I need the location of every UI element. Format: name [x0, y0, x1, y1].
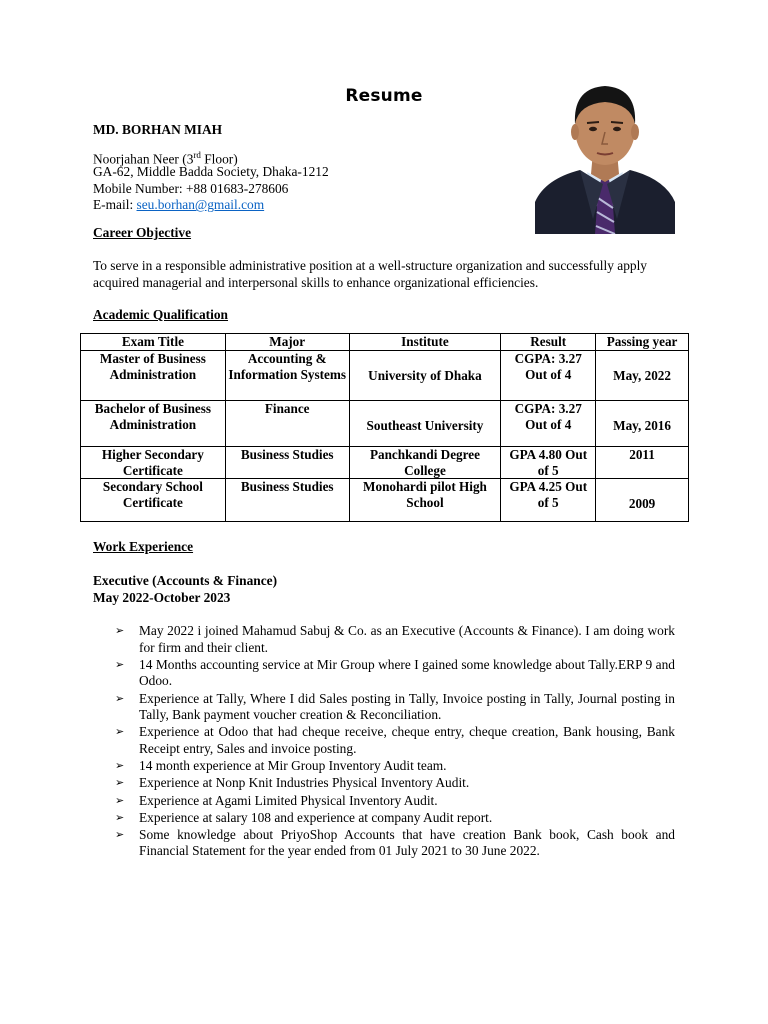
list-item: ➢ Some knowledge about PriyoShop Accounts that have creation Bank book, Cash book and Financial Statement for the year ended from 01 July 2021 to 30 June 2022.: [115, 826, 675, 859]
work-experience-heading: Work Experience: [93, 539, 194, 554]
career-objective-text: To serve in a responsible administrative position at a well-structure organization and successfully apply acquired managerial and interpersonal skills to enhance organizational efficiencies.: [93, 258, 648, 290]
column-header: Passing year: [596, 334, 689, 351]
table-cell: May, 2016: [596, 401, 689, 447]
academic-table: [80, 333, 689, 522]
table-header-row: [81, 334, 689, 351]
arrow-bullet-icon: ➢: [115, 657, 125, 671]
email-line: E-mail: seu.borhan@gmail.com: [93, 197, 265, 213]
table-cell: Finance: [225, 401, 349, 447]
table-cell: CGPA: 3.27 Out of 4: [501, 351, 596, 401]
table-cell: Secondary School Certificate: [81, 479, 226, 522]
table-cell: CGPA: 3.27 Out of 4: [501, 401, 596, 447]
profile-photo: [535, 74, 675, 234]
table-cell: 2011: [596, 447, 689, 479]
table-row: [81, 401, 689, 447]
job-position: Executive (Accounts & Finance): [93, 573, 278, 588]
arrow-bullet-icon: ➢: [115, 776, 125, 790]
table-row: [81, 479, 689, 522]
page-title: Resume: [345, 86, 423, 106]
arrow-bullet-icon: ➢: [115, 759, 125, 773]
table-cell: Business Studies: [225, 447, 349, 479]
table-cell: May, 2022: [596, 351, 689, 401]
list-item: ➢ Experience at Tally, Where I did Sales posting in Tally, Invoice posting in Tally, Journal posting in Tally, Bank payment voucher creation & Reconciliation.: [115, 690, 675, 723]
table-cell: Master of Business Administration: [81, 351, 226, 401]
column-header: Result: [501, 334, 596, 351]
list-item: ➢ 14 Months accounting service at Mir Group where I gained some knowledge about Tally.ERP 9 and Odoo.: [115, 656, 675, 689]
arrow-bullet-icon: ➢: [115, 691, 125, 705]
address-line-2: GA-62, Middle Badda Society, Dhaka-1212: [93, 163, 329, 179]
email-link[interactable]: seu.borhan@gmail.com: [136, 197, 265, 213]
column-header: Major: [225, 334, 349, 351]
column-header: Institute: [349, 334, 501, 351]
portrait-image: [535, 74, 675, 234]
list-item: ➢ Experience at salary 108 and experience at company Audit report.: [115, 809, 493, 825]
mobile-number: Mobile Number: +88 01683-278606: [93, 180, 289, 196]
table-cell: Bachelor of Business Administration: [81, 401, 226, 447]
academic-heading: Academic Qualification: [93, 307, 229, 322]
list-item: ➢ Experience at Odoo that had cheque receive, cheque entry, cheque creation, Bank housing, Bank Receipt entry, Sales and invoice posting.: [115, 724, 675, 756]
table-cell: 2009: [596, 479, 689, 522]
job-period: May 2022-October 2023: [93, 589, 231, 605]
candidate-name: MD. BORHAN MIAH: [93, 122, 223, 137]
arrow-bullet-icon: ➢: [115, 793, 125, 807]
experience-list: [115, 623, 675, 861]
table-row: [81, 447, 689, 479]
table-cell: Panchkandi Degree College: [349, 447, 501, 479]
list-item: ➢ May 2022 i joined Mahamud Sabuj & Co. as an Executive (Accounts & Finance). I am doing work for firm and their client.: [115, 623, 675, 655]
column-header: Exam Title: [81, 334, 226, 351]
table-cell: University of Dhaka: [349, 351, 501, 401]
arrow-bullet-icon: ➢: [115, 827, 125, 841]
table-cell: Higher Secondary Certificate: [81, 447, 226, 479]
table-row: [81, 351, 689, 401]
table-cell: Monohardi pilot High School: [349, 479, 501, 522]
address-line-1: Noorjahan Neer (3rd Floor): [93, 150, 238, 167]
table-cell: GPA 4.80 Out of 5: [501, 447, 596, 479]
list-item: ➢ Experience at Agami Limited Physical Inventory Audit.: [115, 792, 438, 808]
table-cell: Accounting & Information Systems: [225, 351, 349, 401]
arrow-bullet-icon: ➢: [115, 810, 125, 824]
arrow-bullet-icon: ➢: [115, 725, 125, 739]
table-cell: Business Studies: [225, 479, 349, 522]
career-objective-heading: Career Objective: [93, 225, 192, 240]
list-item: ➢ 14 month experience at Mir Group Inventory Audit team.: [115, 758, 447, 774]
list-item: ➢ Experience at Nonp Knit Industries Physical Inventory Audit.: [115, 775, 470, 791]
arrow-bullet-icon: ➢: [115, 624, 125, 637]
table-cell: Southeast University: [349, 401, 501, 447]
table-cell: GPA 4.25 Out of 5: [501, 479, 596, 522]
job-block: [93, 573, 277, 606]
contact-block: [93, 147, 329, 214]
